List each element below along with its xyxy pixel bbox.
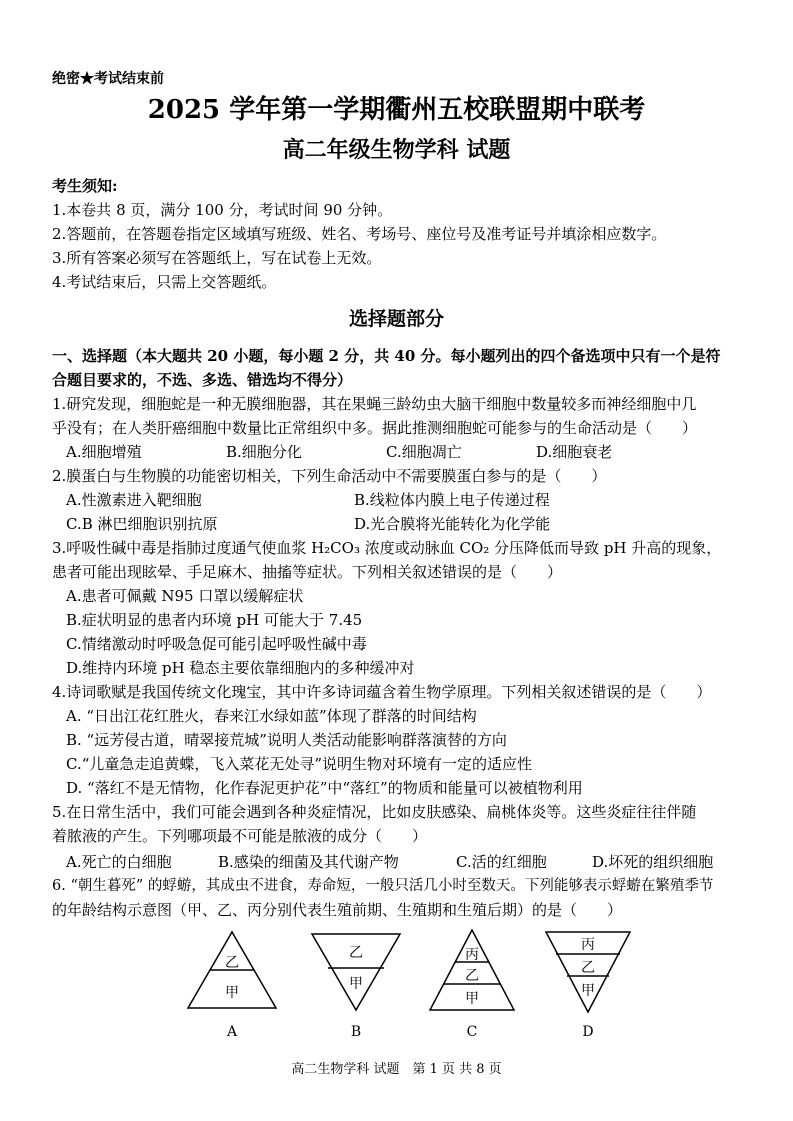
q5-option-d: D.坏死的组织细胞 — [592, 853, 714, 871]
q2-option-a: A.性激素进入靶细胞 — [66, 491, 202, 509]
q4-option-b: B. “远芳侵古道，晴翠接荒城”说明人类活动能影响群落演替的方向 — [66, 731, 507, 749]
figure-a-label: A — [226, 1024, 238, 1040]
figure-d — [546, 932, 630, 1040]
page-footer: 高二生物学科 试题 第 1 页 共 8 页 — [291, 1062, 502, 1077]
figure-a-layer: 甲 — [225, 985, 239, 1001]
figure-d-layer: 乙 — [581, 960, 595, 976]
q1-option-d: D.细胞衰老 — [536, 443, 613, 461]
figure-d-layer: 丙 — [581, 937, 595, 953]
q2-option-d: D.光合膜将光能转化为化学能 — [354, 515, 551, 533]
figure-d-label: D — [582, 1024, 594, 1040]
section-title: 选择题部分 — [348, 308, 444, 330]
q4-option-c: C.“儿童急走追黄蝶，飞入菜花无处寻”说明生物对环境有一定的适应性 — [66, 755, 533, 773]
q5-option-b: B.感染的细菌及其代谢产物 — [218, 853, 399, 871]
figure-c-layer: 乙 — [465, 968, 479, 984]
figure-c-layer: 丙 — [465, 947, 479, 963]
question-6-stem: 6. “朝生暮死” 的蜉蝣，其成虫不进食，寿命短，一般只活几小时至数天。下列能够表示蜉蝣在繁殖季节 — [52, 878, 714, 894]
part-intro: 合题目要求的，不选、多选、错选均不得分） — [52, 371, 353, 389]
question-5-stem: 5.在日常生活中，我们可能会遇到各种炎症情况，比如皮肤感染、扁桃体炎等。这些炎症往往伴随 — [52, 803, 697, 821]
q1-option-b: B.细胞分化 — [226, 443, 302, 461]
question-5-stem: 着脓液的产生。下列哪项最不可能是脓液的成分（ ） — [52, 827, 428, 845]
part-intro: 一、选择题（本大题共 20 小题，每小题 2 分，共 40 分。每小题列出的四个备选项中只有一个是符 — [52, 347, 721, 365]
figure-c-label: C — [466, 1024, 478, 1040]
q5-option-c: C.活的红细胞 — [456, 853, 547, 871]
figure-c — [430, 930, 514, 1040]
figure-c-layer: 甲 — [465, 991, 479, 1007]
q3-option-b: B.症状明显的患者内环境 pH 可能大于 7.45 — [66, 611, 363, 629]
exam-subtitle: 高二年级生物学科 试题 — [282, 137, 511, 163]
notice-item: 4.考试结束后，只需上交答题纸。 — [52, 273, 277, 291]
question-1-stem: 1.研究发现，细胞蛇是一种无膜细胞器，其在果蝇三龄幼虫大脑干细胞中数量较多而神经细胞中几 — [52, 395, 697, 413]
notice-heading: 考生须知: — [52, 177, 118, 195]
figure-b-label: B — [350, 1024, 362, 1040]
notice-item: 2.答题前，在答题卷指定区域填写班级、姓名、考场号、座位号及准考证号并填涂相应数字。 — [52, 225, 667, 243]
question-1-stem: 乎没有；在人类肝癌细胞中数量比正常组织中多。据此推测细胞蛇可能参与的生命活动是（ ） — [52, 419, 698, 437]
notice-item: 1.本卷共 8 页，满分 100 分，考试时间 90 分钟。 — [52, 201, 393, 219]
q3-option-d: D.维持内环境 pH 稳态主要依靠细胞内的多种缓冲对 — [66, 659, 415, 677]
figure-a-layer: 乙 — [225, 955, 239, 971]
figure-b-layer: 乙 — [349, 945, 363, 961]
question-6-stem: 的年龄结构示意图（甲、乙、丙分别代表生殖前期、生殖期和生殖后期）的是（ ） — [52, 901, 623, 919]
question-4-stem: 4.诗词歌赋是我国传统文化瑰宝，其中许多诗词蕴含着生物学原理。下列相关叙述错误的是（ ） — [52, 683, 712, 701]
figure-b-layer: 甲 — [349, 976, 363, 992]
q4-option-a: A. “日出江花红胜火，春来江水绿如蓝”体现了群落的时间结构 — [66, 707, 477, 725]
age-structure-figures — [180, 926, 640, 1046]
q3-option-c: C.情绪激动时呼吸急促可能引起呼吸性碱中毒 — [66, 635, 367, 653]
question-3-stem: 患者可能出现眩晕、手足麻木、抽搐等症状。下列相关叙述错误的是（ ） — [52, 563, 563, 581]
question-3-stem: 3.呼吸性碱中毒是指肺过度通气使血浆 H₂CO₃ 浓度或动脉血 CO₂ 分压降低而导致 pH 升高的现象， — [52, 539, 722, 557]
figure-a — [188, 932, 276, 1040]
notice-item: 3.所有答案必须写在答题纸上，写在试卷上无效。 — [52, 249, 382, 267]
confidential-mark: 绝密★考试结束前 — [52, 71, 164, 87]
exam-title: 2025 学年第一学期衢州五校联盟期中联考 — [147, 95, 646, 125]
q3-option-a: A.患者可佩戴 N95 口罩以缓解症状 — [66, 587, 304, 605]
figure-b — [312, 934, 400, 1040]
q1-option-c: C.细胞凋亡 — [386, 443, 462, 461]
q1-option-a: A.细胞增殖 — [66, 443, 142, 461]
q4-option-d: D. “落红不是无情物，化作春泥更护花”中“落红”的物质和能量可以被植物利用 — [66, 779, 583, 797]
q5-option-a: A.死亡的白细胞 — [66, 853, 172, 871]
figure-d-layer: 甲 — [581, 983, 595, 999]
q2-option-c: C.B 淋巴细胞识别抗原 — [66, 515, 218, 533]
q2-option-b: B.线粒体内膜上电子传递过程 — [354, 491, 550, 509]
question-2-stem: 2.膜蛋白与生物膜的功能密切相关，下列生命活动中不需要膜蛋白参与的是（ ） — [52, 467, 607, 485]
